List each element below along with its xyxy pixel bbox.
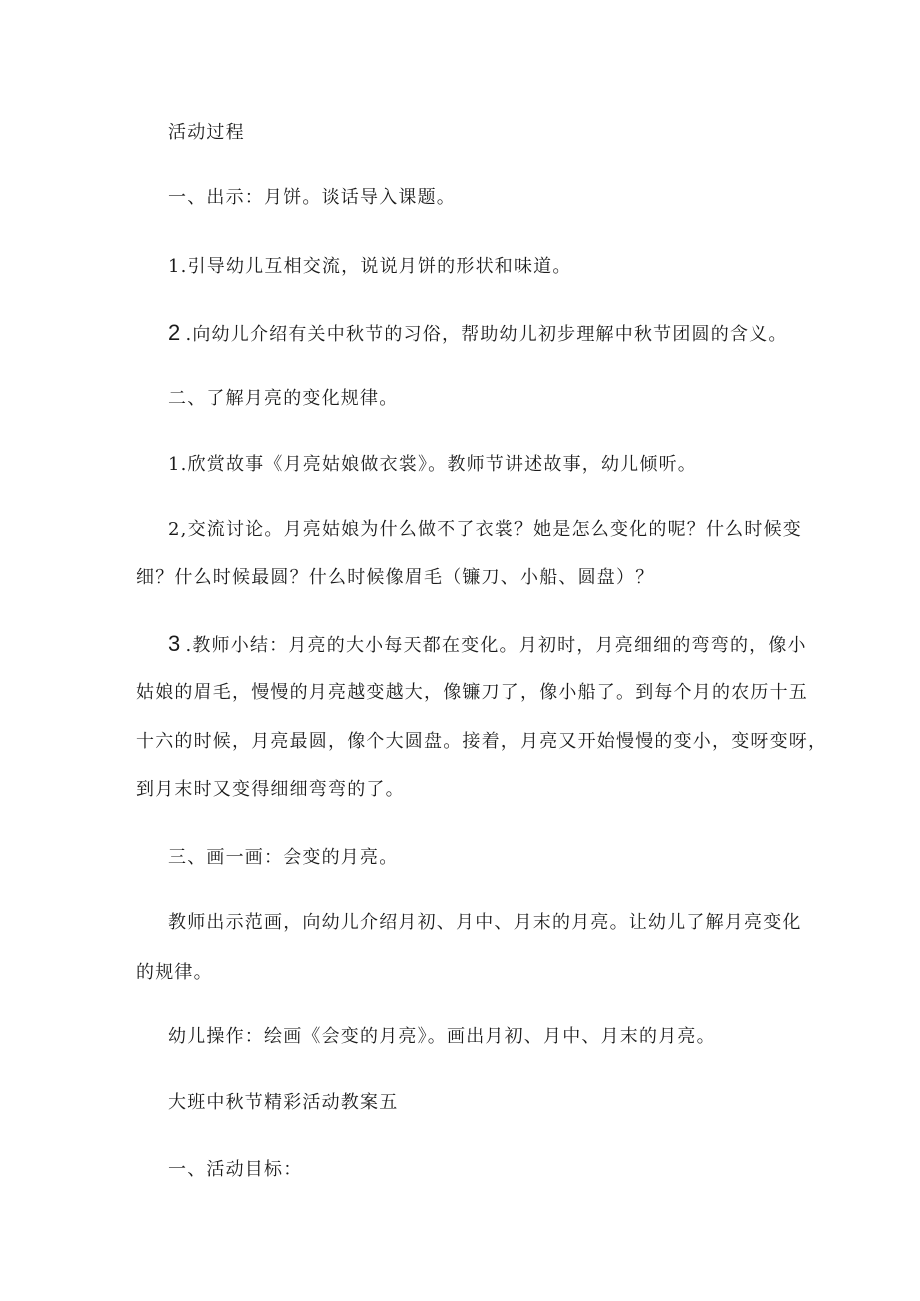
item2-3-line3: 十六的时候，月亮最圆，像个大圆盘。接着，月亮又开始慢慢的变小，变呀变呀， (136, 731, 828, 752)
heading-process: 活动过程 (168, 122, 245, 143)
item1-1: 1.引导幼儿互相交流，说说月饼的形状和味道。 (168, 256, 572, 277)
item1-2 (168, 321, 788, 347)
next-section1-title: 一、活动目标： (168, 1159, 303, 1180)
item1-2-text: .向幼儿介绍有关中秋节的习俗，帮助幼儿初步理解中秋节团圆的含义。 (185, 324, 788, 345)
item1-2-number: 2 (168, 320, 182, 345)
section3-title: 三、画一画：会变的月亮。 (168, 847, 399, 868)
item2-2-line1: 2,交流讨论。月亮姑娘为什么做不了衣裳？她是怎么变化的呢？什么时候变 (168, 519, 802, 540)
section1-title: 一、出示：月饼。谈话导入课题。 (168, 187, 456, 208)
item2-3-number: 3 (168, 631, 182, 656)
para3-line2: 的规律。 (136, 962, 213, 983)
item2-1: 1.欣赏故事《月亮姑娘做衣裳》。教师节讲述故事，幼儿倾听。 (168, 454, 697, 475)
item2-2-line2: 细？什么时候最圆？什么时候像眉毛（镰刀、小船、圆盘）？ (136, 567, 655, 588)
section2-title: 二、了解月亮的变化规律。 (168, 388, 399, 409)
para3-line1: 教师出示范画，向幼儿介绍月初、月中、月末的月亮。让幼儿了解月亮变化 (168, 912, 802, 933)
item2-3-line2: 姑娘的眉毛，慢慢的月亮越变越大，像镰刀了，像小船了。到每个月的农历十五 (136, 682, 808, 703)
item2-3-line1-text: .教师小结：月亮的大小每天都在变化。月初时，月亮细细的弯弯的，像小 (185, 635, 807, 656)
item2-3-line1 (168, 632, 807, 658)
item2-3-line4: 到月末时又变得细细弯弯的了。 (136, 779, 405, 800)
para3-operation: 幼儿操作：绘画《会变的月亮》。画出月初、月中、月末的月亮。 (168, 1026, 716, 1047)
next-lesson-title: 大班中秋节精彩活动教案五 (168, 1092, 399, 1113)
